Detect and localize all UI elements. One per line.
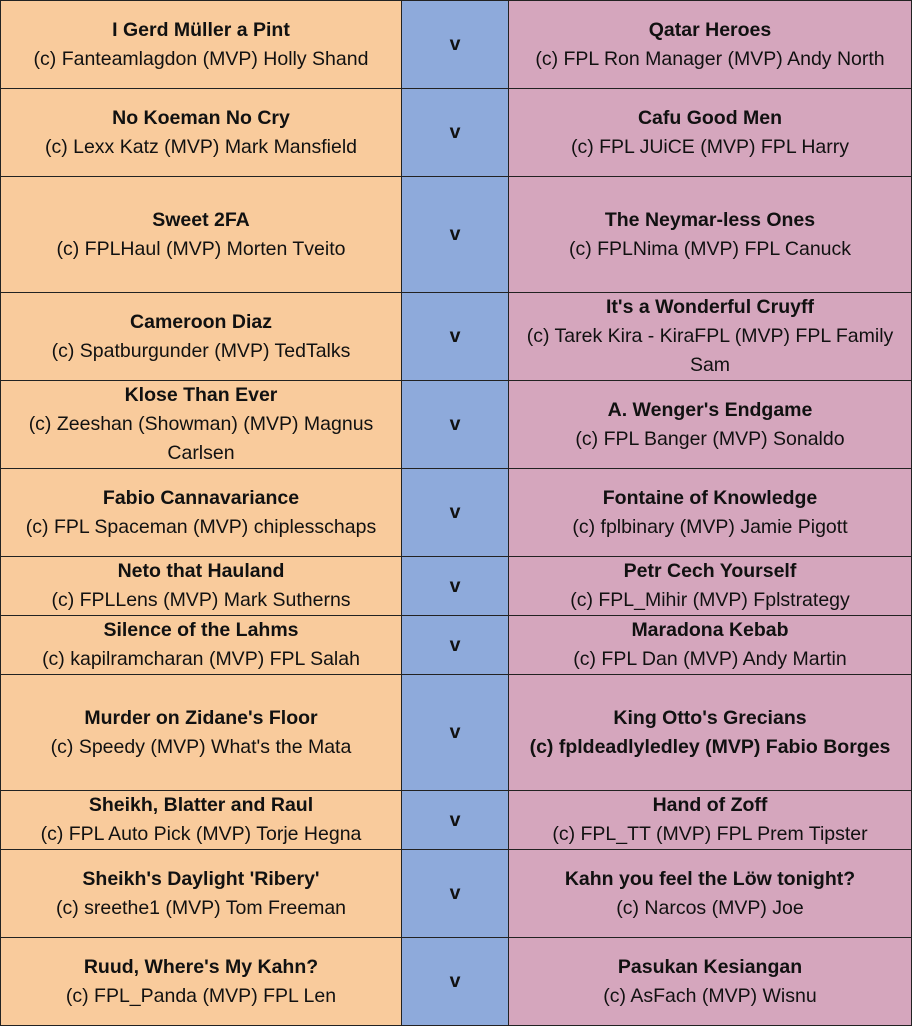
versus-cell: v [402,675,509,791]
away-cell [509,791,912,850]
away-team-name: Pasukan Kesiangan [617,955,803,978]
home-team-name: Fabio Cannavariance [102,486,300,509]
home-captains: (c) Lexx Katz (MVP) Mark Mansfield [44,135,358,158]
away-cell [509,850,912,938]
away-captains: (c) FPL_TT (MVP) FPL Prem Tipster [552,823,868,845]
home-captains: (c) Zeeshan (Showman) (MVP) Magnus Carlsen [28,413,374,464]
away-team-name: Fontaine of Knowledge [602,486,818,509]
versus-cell: v [402,293,509,381]
home-cell [1,469,402,557]
versus-cell: v [402,850,509,938]
home-team-name: Sheikh's Daylight 'Ribery' [82,867,320,890]
home-cell [1,557,402,616]
away-cell [509,381,912,469]
versus-cell: v [402,557,509,616]
versus-cell: v [402,381,509,469]
home-captains: (c) FPL Auto Pick (MVP) Torje Hegna [40,823,362,845]
home-cell [1,1,402,89]
home-cell [1,177,402,293]
away-team-name: Petr Cech Yourself [623,560,797,582]
home-captains: (c) FPL Spaceman (MVP) chiplesschaps [25,515,377,538]
fixture-row [1,791,912,850]
away-captains: (c) Narcos (MVP) Joe [616,896,804,919]
versus-cell: v [402,177,509,293]
away-cell [509,1,912,89]
home-team-name: Murder on Zidane's Floor [84,706,318,729]
away-captains: (c) FPL Dan (MVP) Andy Martin [573,648,847,670]
home-team-name: Ruud, Where's My Kahn? [83,955,319,978]
away-team-name: A. Wenger's Endgame [607,398,813,421]
home-cell [1,381,402,469]
away-team-name: The Neymar-less Ones [604,208,816,231]
fixture-row [1,469,912,557]
away-captains: (c) FPLNima (MVP) FPL Canuck [568,237,852,260]
home-cell [1,675,402,791]
away-captains: (c) FPL Banger (MVP) Sonaldo [575,427,845,450]
home-captains: (c) Speedy (MVP) What's the Mata [50,735,352,758]
away-team-name: Hand of Zoff [652,794,768,816]
away-team-name: Cafu Good Men [637,106,783,129]
home-cell [1,938,402,1026]
home-cell [1,616,402,675]
fixture-row [1,293,912,381]
home-captains: (c) FPLLens (MVP) Mark Sutherns [51,589,351,611]
away-captains: (c) fpldeadlyledley (MVP) Fabio Borges [529,735,891,758]
home-team-name: Sheikh, Blatter and Raul [88,794,314,816]
home-team-name: Silence of the Lahms [103,619,299,641]
versus-cell: v [402,616,509,675]
home-captains: (c) FPL_Panda (MVP) FPL Len [65,984,337,1007]
home-team-name: Klose Than Ever [124,384,278,406]
away-cell [509,938,912,1026]
away-team-name: Kahn you feel the Löw tonight? [564,867,856,890]
versus-cell: v [402,791,509,850]
fixture-row [1,850,912,938]
away-cell [509,469,912,557]
fixture-row [1,177,912,293]
fixture-row [1,616,912,675]
away-cell [509,89,912,177]
fixture-row [1,89,912,177]
home-captains: (c) Spatburgunder (MVP) TedTalks [51,339,351,362]
fixture-row [1,381,912,469]
away-captains: (c) FPL JUiCE (MVP) FPL Harry [570,135,850,158]
away-captains: (c) FPL_Mihir (MVP) Fplstrategy [570,589,850,611]
home-captains: (c) kapilramcharan (MVP) FPL Salah [42,648,360,670]
home-cell [1,850,402,938]
away-team-name: King Otto's Grecians [613,706,807,729]
fixture-row [1,938,912,1026]
home-captains: (c) sreethe1 (MVP) Tom Freeman [55,896,347,919]
away-captains: (c) Tarek Kira - KiraFPL (MVP) FPL Family Sam [526,325,894,376]
versus-cell: v [402,469,509,557]
away-cell [509,557,912,616]
home-team-name: I Gerd Müller a Pint [112,18,290,41]
home-team-name: No Koeman No Cry [112,106,290,129]
home-team-name: Cameroon Diaz [130,310,272,333]
away-cell [509,177,912,293]
fixture-row [1,675,912,791]
home-cell [1,791,402,850]
home-team-name: Neto that Hauland [117,560,285,582]
home-captains: (c) FPLHaul (MVP) Morten Tveito [56,237,346,260]
fixture-row [1,557,912,616]
home-captains: (c) Fanteamlagdon (MVP) Holly Shand [33,47,369,70]
away-captains: (c) AsFach (MVP) Wisnu [603,984,817,1007]
away-cell [509,616,912,675]
away-team-name: Qatar Heroes [648,18,772,41]
fixture-row [1,1,912,89]
away-captains: (c) fplbinary (MVP) Jamie Pigott [572,515,848,538]
home-cell [1,89,402,177]
away-captains: (c) FPL Ron Manager (MVP) Andy North [535,47,885,70]
versus-cell: v [402,89,509,177]
home-team-name: Sweet 2FA [152,208,250,231]
home-cell [1,293,402,381]
away-team-name: It's a Wonderful Cruyff [606,296,814,318]
versus-cell: v [402,938,509,1026]
away-cell [509,293,912,381]
versus-cell: v [402,1,509,89]
away-cell [509,675,912,791]
away-team-name: Maradona Kebab [631,619,789,641]
